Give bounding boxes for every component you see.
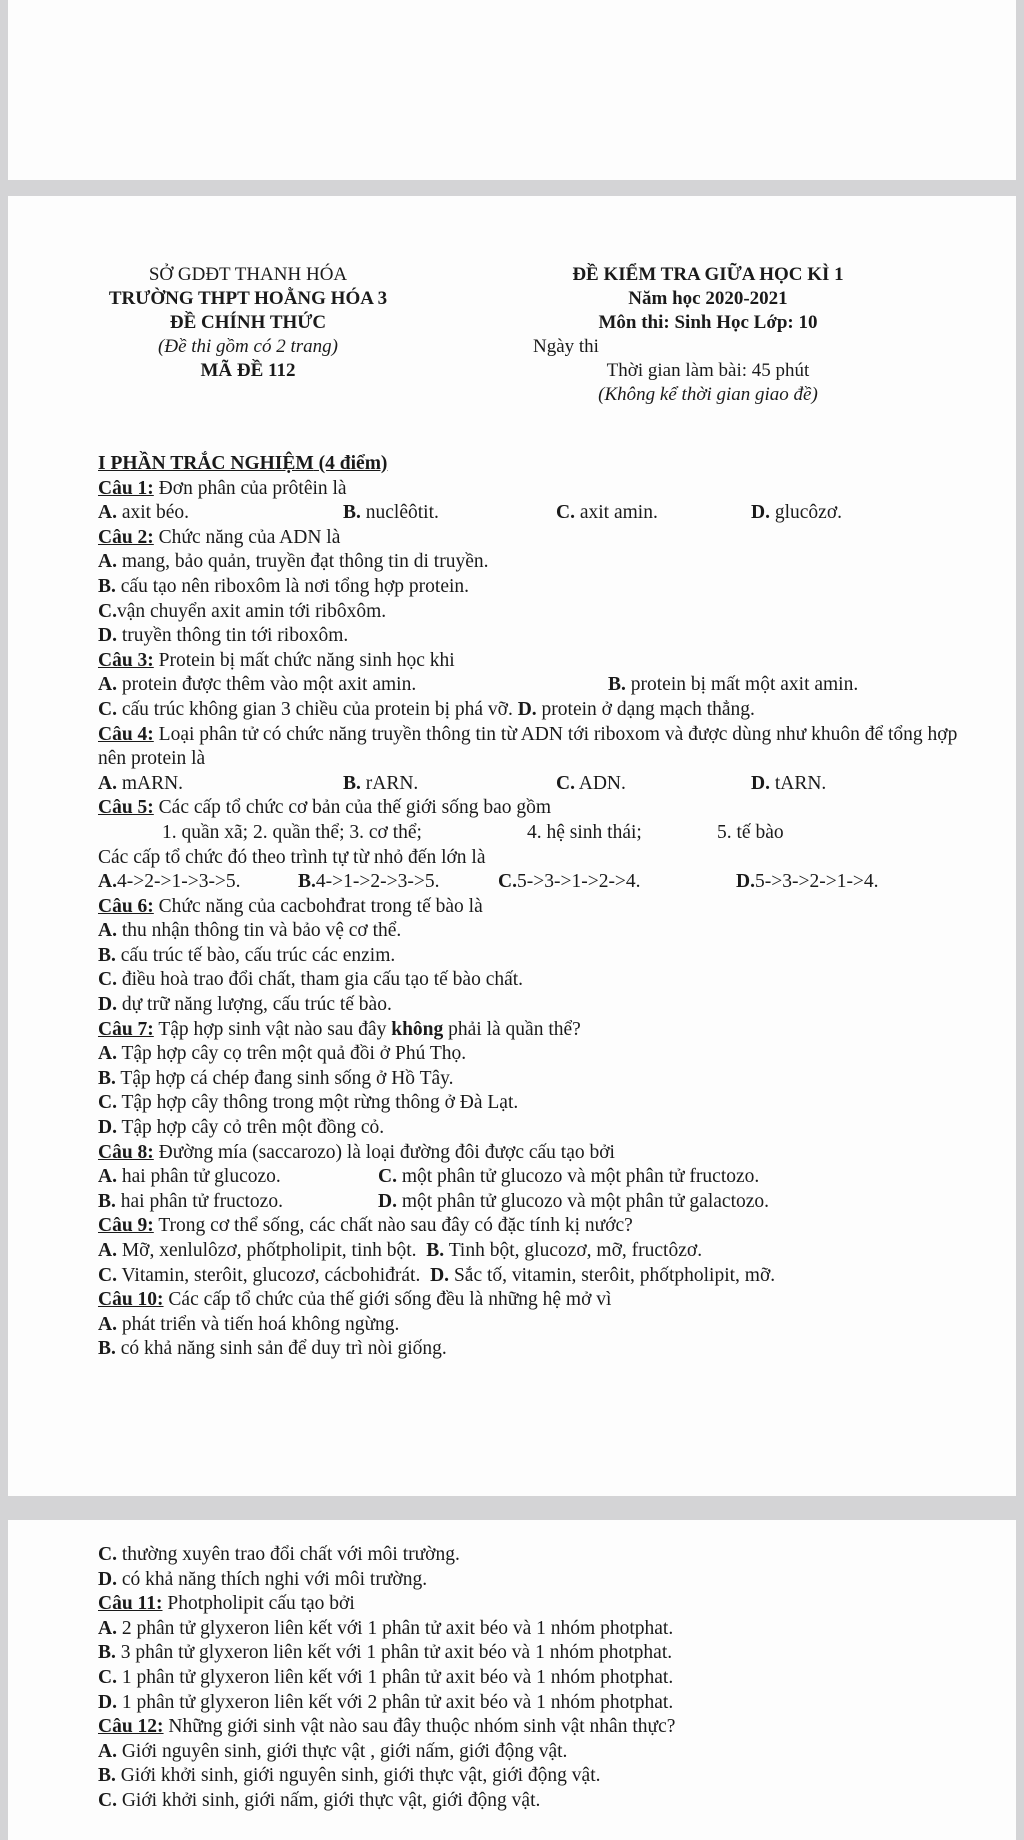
option-d[interactable]: D. truyền thông tin tới riboxôm.	[98, 625, 349, 647]
option-c[interactable]: C.vận chuyển axit amin tới ribôxôm.	[98, 600, 387, 622]
header-duration: Thời gian làm bài: 45 phút	[606, 360, 810, 381]
option-d[interactable]: D. Tập hợp cây cỏ trên một đồng cỏ.	[98, 1117, 385, 1139]
header-school: TRƯỜNG THPT HOẰNG HÓA 3	[108, 288, 388, 309]
option-d[interactable]: D. glucôzơ.	[751, 502, 843, 524]
option-a[interactable]: A.4->2->1->3->5.	[98, 871, 241, 893]
question-11: Câu 11: Photpholipit cấu tạo bởi	[98, 1593, 355, 1615]
option-d[interactable]: D. tARN.	[751, 772, 827, 794]
question-9-options-cd	[98, 1264, 976, 1289]
question-2: Câu 2: Chức năng của ADN là	[98, 526, 341, 548]
section-title: I PHẦN TRẮC NGHIỆM (4 điểm)	[98, 453, 388, 474]
header-pages-note: (Đề thi gồm có 2 trang)	[158, 336, 338, 357]
option-d[interactable]: D. protein ở dạng mạch thẳng.	[517, 698, 755, 720]
option-a[interactable]: A. protein được thêm vào một axit amin.	[98, 674, 417, 696]
option-c[interactable]: C. cấu trúc không gian 3 chiều của protein bị phá vỡ.	[98, 698, 513, 720]
option-b[interactable]: B. Tập hợp cá chép đang sinh sống ở Hồ Tây.	[98, 1067, 454, 1089]
question-8-options-bd	[98, 1190, 976, 1215]
option-b[interactable]: B. cấu trúc tế bào, cấu trúc các enzim.	[98, 944, 396, 966]
page-1-bottom	[8, 0, 1016, 180]
question-6: Câu 6: Chức năng của cacbohđrat trong tế bào là	[98, 895, 483, 917]
option-b[interactable]: B. 3 phân tử glyxeron liên kết với 1 phân tử axit béo và 1 nhóm photphat.	[98, 1642, 673, 1664]
option-a[interactable]: A. axit béo.	[98, 502, 189, 524]
option-c[interactable]: C. một phân tử glucozo và một phân tử fructozo.	[378, 1166, 760, 1188]
option-c[interactable]: C. Giới khởi sinh, giới nấm, giới thực vật, giới động vật.	[98, 1789, 541, 1811]
question-5-items: 1. quần xã; 2. quần thể; 3. cơ thể; 4. hệ sinh thái; 5. tế bào	[162, 821, 784, 843]
option-c[interactable]: C.5->3->1->2->4.	[498, 871, 641, 893]
option-d[interactable]: D. 1 phân tử glyxeron liên kết với 2 phân tử axit béo và 1 nhóm photphat.	[98, 1691, 674, 1713]
question-4-options	[98, 772, 976, 797]
option-b[interactable]: B. rARN.	[343, 772, 419, 794]
option-a[interactable]: A. mang, bảo quản, truyền đạt thông tin di truyền.	[98, 551, 489, 573]
option-b[interactable]: B. hai phân tử fructozo.	[98, 1190, 283, 1212]
question-3-options-ab	[98, 673, 976, 698]
question-3: Câu 3: Protein bị mất chức năng sinh học khi	[98, 649, 455, 671]
option-b[interactable]: B. cấu tạo nên riboxôm là nơi tổng hợp protein.	[98, 575, 470, 597]
option-d[interactable]: D. có khả năng thích nghi với môi trường.	[98, 1568, 428, 1590]
page-2	[8, 196, 1016, 1496]
option-d[interactable]: D. một phân tử glucozo và một phân tử galactozo.	[378, 1190, 770, 1212]
question-9: Câu 9: Trong cơ thể sống, các chất nào sau đây có đặc tính kị nước?	[98, 1215, 633, 1237]
header-department: SỞ GDĐT THANH HÓA	[148, 264, 348, 285]
question-5-options	[98, 870, 976, 895]
option-d[interactable]: D. dự trữ năng lượng, cấu trúc tế bào.	[98, 994, 392, 1016]
header-exam-date: Ngày thi	[533, 336, 599, 357]
question-10: Câu 10: Các cấp tổ chức của thế giới sống đều là những hệ mở vì	[98, 1289, 612, 1311]
question-4: Câu 4: Loại phân tử có chức năng truyền thông tin từ ADN tới riboxom và được dùng như khuôn để tổng hợp nên protein là	[98, 723, 958, 770]
option-c[interactable]: C. ADN.	[556, 772, 626, 794]
option-c[interactable]: C. điều hoà trao đổi chất, tham gia cấu tạo tế bào chất.	[98, 969, 524, 991]
exam-content-continued	[98, 1543, 976, 1811]
option-a[interactable]: A. Tập hợp cây cọ trên một quả đồi ở Phú Thọ.	[98, 1043, 467, 1065]
option-b[interactable]: B. có khả năng sinh sản để duy trì nòi giống.	[98, 1338, 447, 1360]
option-b[interactable]: B. protein bị mất một axit amin.	[608, 674, 859, 696]
option-d[interactable]: D.5->3->2->1->4.	[736, 871, 879, 893]
option-a[interactable]: A. mARN.	[98, 772, 184, 794]
option-a[interactable]: A. Mỡ, xenlulôzơ, phốtpholipit, tinh bột.	[98, 1240, 417, 1261]
option-d[interactable]: D. Sắc tố, vitamin, sterôit, phốtpholipit, mỡ.	[430, 1264, 776, 1286]
header-duration-note: (Không kể thời gian giao đề)	[598, 384, 818, 405]
header-exam-code: MÃ ĐỀ 112	[200, 360, 296, 381]
header-exam-title: ĐỀ KIỂM TRA GIỮA HỌC KÌ 1	[572, 264, 844, 285]
option-a[interactable]: A. hai phân tử glucozo.	[98, 1166, 281, 1188]
question-9-options-ab	[98, 1239, 976, 1264]
option-b[interactable]: B. Giới khởi sinh, giới nguyên sinh, giới thực vật, giới động vật.	[98, 1765, 601, 1787]
header-official: ĐỀ CHÍNH THỨC	[169, 312, 327, 333]
option-a[interactable]: A. Giới nguyên sinh, giới thực vật , giới nấm, giới động vật.	[98, 1740, 568, 1762]
question-1-options	[98, 501, 976, 526]
option-a[interactable]: A. phát triển và tiến hoá không ngừng.	[98, 1313, 400, 1335]
question-1: Câu 1: Đơn phân của prôtêin là	[98, 477, 347, 499]
option-b[interactable]: B.4->1->2->3->5.	[298, 871, 440, 893]
option-c[interactable]: C. 1 phân tử glyxeron liên kết với 1 phân tử axit béo và 1 nhóm photphat.	[98, 1666, 674, 1688]
question-7: Câu 7: Tập hợp sinh vật nào sau đây không phải là quần thể?	[98, 1018, 581, 1040]
option-b[interactable]: B. Tinh bột, glucozơ, mỡ, fructôzơ.	[426, 1240, 703, 1261]
header-school-year: Năm học 2020-2021	[628, 288, 788, 309]
exam-content	[98, 452, 976, 1362]
option-b[interactable]: B. nuclêôtit.	[343, 502, 439, 524]
question-12: Câu 12: Những giới sinh vật nào sau đây thuộc nhóm sinh vật nhân thực?	[98, 1716, 676, 1738]
question-5-prompt: Các cấp tổ chức đó theo trình tự từ nhỏ đến lớn là	[98, 846, 486, 868]
option-c[interactable]: C. axit amin.	[556, 502, 658, 524]
page-3	[8, 1520, 1016, 1840]
question-8-options-ac	[98, 1165, 976, 1190]
header-subject: Môn thi: Sinh Học Lớp: 10	[598, 312, 818, 333]
option-c[interactable]: C. Vitamin, sterôit, glucozơ, cácbohiđrát.	[98, 1264, 421, 1286]
option-c[interactable]: C. thường xuyên trao đổi chất với môi trường.	[98, 1544, 460, 1565]
option-a[interactable]: A. 2 phân tử glyxeron liên kết với 1 phân tử axit béo và 1 nhóm photphat.	[98, 1617, 674, 1639]
option-a[interactable]: A. thu nhận thông tin và bảo vệ cơ thể.	[98, 920, 402, 942]
question-5: Câu 5: Các cấp tổ chức cơ bản của thế giới sống bao gồm	[98, 797, 552, 819]
question-8: Câu 8: Đường mía (saccarozo) là loại đường đôi được cấu tạo bởi	[98, 1141, 615, 1163]
question-3-options-cd	[98, 698, 976, 723]
option-c[interactable]: C. Tập hợp cây thông trong một rừng thông ở Đà Lạt.	[98, 1092, 519, 1114]
